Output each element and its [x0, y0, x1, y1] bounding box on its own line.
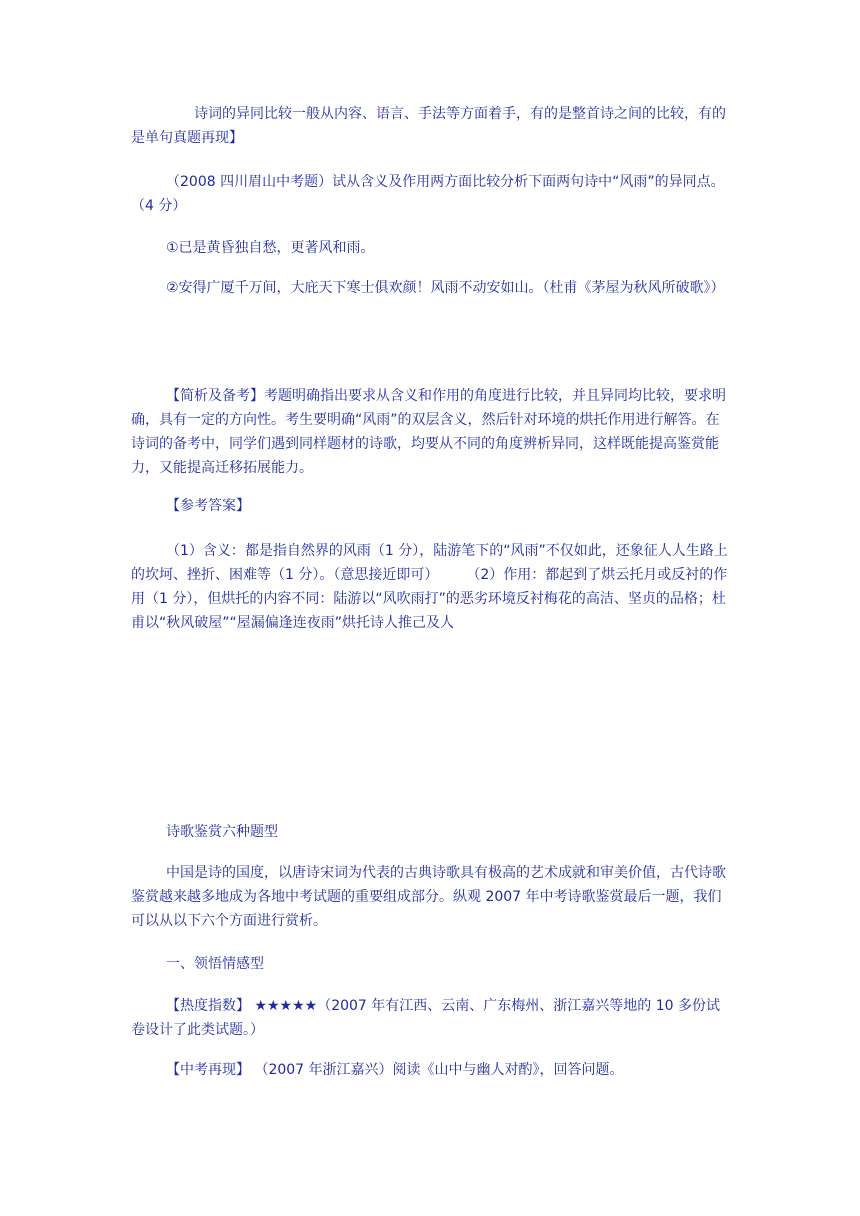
paragraph-intro: 诗词的异同比较一般从内容、语言、手法等方面着手，有的是整首诗之间的比较，有的是单句真题再现】	[131, 106, 726, 146]
paragraph-poem-line-1: ①已是黄昏独自愁，更著风和雨。	[166, 240, 375, 256]
paragraph-analysis: 【简析及备考】考题明确指出要求从含义和作用的角度进行比较，并且异同均比较，要求明确，具有一定的方向性。考生要明确“风雨”的双层含义，然后针对环境的烘托作用进行解答。在诗词的备考中，同学们遇到同样题材的诗歌，均要从不同的角度辨析异同，这样既能提高鉴赏能力，又能提高迁移拓展能力。	[131, 388, 726, 476]
paragraph-answer: （1）含义：都是指自然界的风雨（1 分），陆游笔下的“风雨”不仅如此，还象征人人生路上的坎坷、挫折、困难等（1 分）。（意思接近即可） （2）作用：都起到了烘云托月或反衬的作用（1 分），但烘托的内容不同：陆游以“风吹雨打”的恶劣环境反衬梅花的高洁、坚贞的品格；杜甫以“秋风破屋”“屋漏偏逢连夜雨”烘托诗人推己及人	[131, 543, 728, 631]
paragraph-poem-line-2: ②安得广厦千万间，大庇天下寒士俱欢颜！风雨不动安如山。（杜甫《茅屋为秋风所破歌》）	[166, 280, 725, 296]
paragraph-overview: 中国是诗的国度，以唐诗宋词为代表的古典诗歌具有极高的艺术成就和审美价值，古代诗歌鉴赏越来越多地成为各地中考试题的重要组成部分。纵观 2007 年中考诗歌鉴赏最后一题，我们可以从以下六个方面进行赏析。	[131, 865, 726, 929]
subsection-title: 一、领悟情感型	[166, 956, 264, 972]
paragraph-exam-recap: 【中考再现】 （2007 年浙江嘉兴）阅读《山中与幽人对酌》，回答问题。	[166, 1062, 624, 1078]
paragraph-answer-heading: 【参考答案】	[166, 498, 250, 514]
paragraph-question: （2008 四川眉山中考题）试从含义及作用两方面比较分析下面两句诗中“风雨”的异同点。（4 分）	[131, 174, 725, 214]
section-title: 诗歌鉴赏六种题型	[166, 824, 278, 840]
paragraph-heat-index: 【热度指数】 ★★★★★（2007 年有江西、云南、广东梅州、浙江嘉兴等地的 10 多份试卷设计了此类试题。）	[131, 998, 720, 1038]
